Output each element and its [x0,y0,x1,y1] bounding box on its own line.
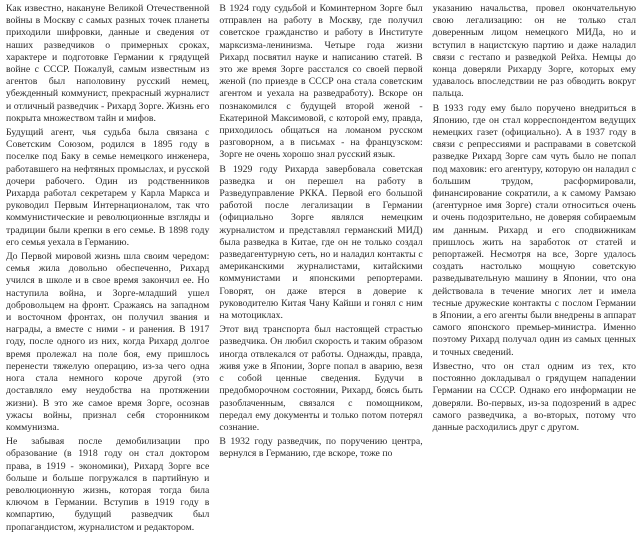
text-column-1 [6,3,210,533]
paragraph: В 1929 году Рихарда завербовала советская разведка и он перешел на работу в Разведуправление РККА. Первой его большой работой после легализации в Германии (официально Зорге являлся немецким журналистом и представлял германский МИД) была разведка в Китае, где он не только создал разведагентурную сеть, но и наладил контакты с американскими журналистами, китайскими коммунистами и японскими репортерами. Говорят, он даже втерся в доверие к руководителю Китая Чану Кайши и гонял с ним на мотоциклах. [219,163,423,322]
paragraph: Будущий агент, чья судьба была связана с Советским Союзом, родился в 1895 году в поселке под Баку в семье немецкого инженера, работавшего на нефтяных промыслах, и русской дочери рабочего. Один из родственников Рихарда работал секретарем у Карла Маркса и руководил Первым Интернационалом, так что коммунистические и революционные взгляды и традиции были крепки в его семье. В 1898 году его семья уехала в Германию. [6,127,210,248]
paragraph: В 1932 году разведчик, по поручению центра, вернулся в Германию, где вскоре, тоже по [219,436,423,460]
paragraph: Не забывая после демобилизации про образование (в 1918 году он стал доктором права, в 1919 - экономики), Рихард Зорге все больше и больше погружался в партийную и революционную жизнь, которая тогда била ключом в Германии. Вступив в 1919 году в компартию, будущий разведчик был пропагандистом, журналистом и редактором. [6,436,210,533]
text-column-3 [433,3,636,452]
paragraph: указанию начальства, провел окончательную свою легализацию: он не только стал доверенным лицом немецкого МИДа, но и вступил в нацистскую партию и даже наладил связи с гестапо и разведкой Рейха. Немцы до конца доверяли Рихарду Зорге, которых ему удавалось впоследствии не раз обводить вокруг пальца. [432,3,636,100]
paragraph: В 1924 году судьбой и Коминтерном Зорге был отправлен на работу в Москву, где получил советское гражданство и работу в Институте марксизма-ленинизма. Четыре года жизни Рихард посвятил науке и написанию статей. В это же время Зорге расстался со своей первой женой (по приезде в СССР она стала советским агентом и уехала на разведработу). Вскоре он познакомился с будущей второй женой - Екатериной Максимовой, с которой ему, правда, приходилось общаться на ломаном русском разговорном, а в письмах - на французском: Зорге не очень хорошо знал русский язык. [219,3,423,161]
paragraph: В 1933 году ему было поручено внедриться в Японию, где он стал корреспондентом ведущих немецких газет (официально). А в 1937 году в связи с репрессиями и расправами в советской разведке Рихард Зорге сам чуть было не попал под маховик: его агентуру, которую он наладил с большим трудом, расформировали, финансирование сократили, а к самому Рамзаю (агентурное имя Зорге) стали относиться очень и очень подозрительно, не доверяя собираемым им данным. Рихард и его сподвижникам пришлось жить на заработок от статей и репортажей. Несмотря на все, Зорге удалось создать настолько мощную советскую разведывательную машину в Японии, что она действовала в течение многих лет и имела тесные дружеские контакты с послом Германии в Японии, а его агенты были внедрены в аппарат самого японского премьер-министра. Именно поэтому Рихард получал один из самых ценных и точных сведений. [432,102,636,358]
paragraph: Этот вид транспорта был настоящей страстью разведчика. Он любил скорость и таким образом иногда отвлекался от работы. Однажды, правда, живя уже в Японии, Зорге попал в аварию, везя с собой ценные сведения. Будучи в предобморочном состоянии, Рихард, боясь быть разоблаченным, связался с помощником, передал ему документы и только потом потерял сознание. [219,324,423,433]
paragraph: До Первой мировой жизнь шла своим чередом: семья жила довольно обеспеченно, Рихард учился в школе и в свое время закончил ее. Но наступила война, и Зорге-младший ушел добровольцем на фронт. Сражаясь на западном и восточном фронтах, он получил звания и награды, а вместе с ними - и ранения. В 1917 году, после одного из них, когда Рихард долгое время пролежал на поле боя, ему пришлось перенести тяжелую операцию, из-за чего одна нога стала немного короче другой (это доставляло ему неудобства на протяжении жизни). В это же самое время Зорге, осознав ужасы войны, признал себя сторонником коммунизма. [6,251,210,433]
text-column-2 [219,3,423,460]
paragraph: Как известно, накануне Великой Отечественной войны в Москву с самых разных точек планеты приходили шифровки, данные и сведения от наших разведчиков о примерных сроках, характере и подготовке Германии к грядущей войне с СССР. Пожалуй, самым известным из агентов был наполовину русский немец, убежденный коммунист, прекрасный журналист и отличный разведчик - Рихард Зорге. Жизнь его покрыта множеством тайн и мифов. [6,3,210,124]
paragraph: Известно, что он стал одним из тех, кто постоянно докладывал о грядущем нападении Германии на СССР. Однако его информации не доверяли. Во-первых, из-за подозрений в адрес самого разведчика, а во-вторых, потому что данные расходились друг с другом. [432,360,636,433]
